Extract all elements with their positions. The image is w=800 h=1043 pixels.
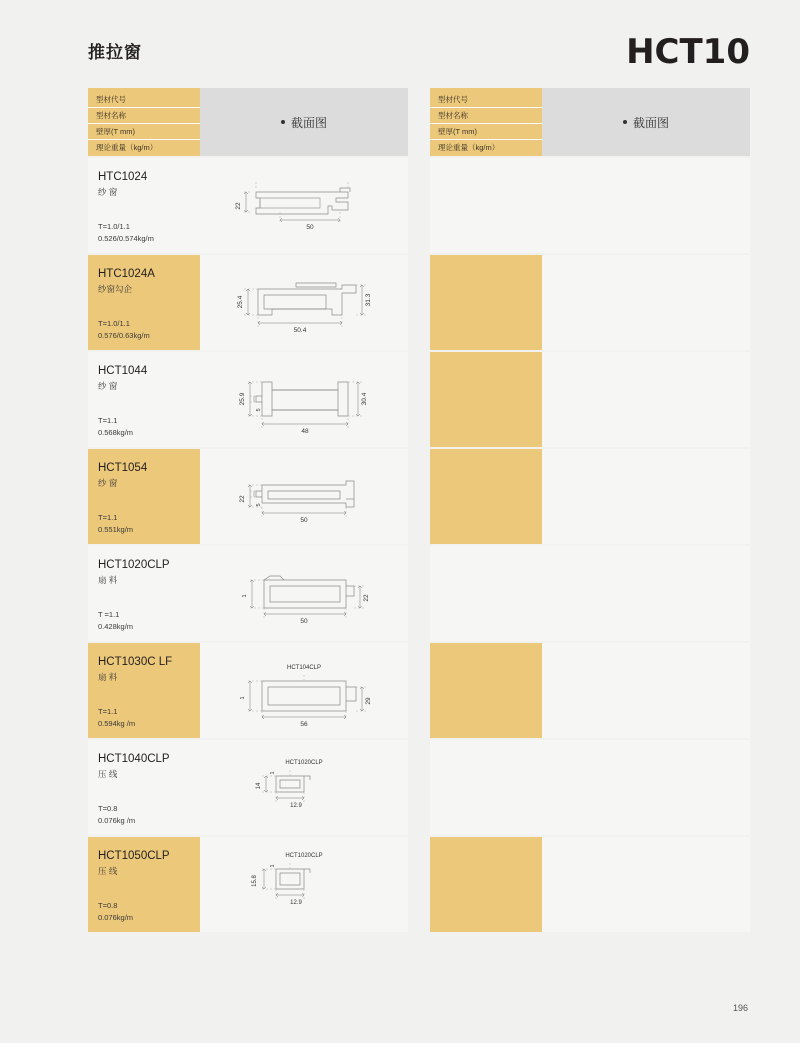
table-row <box>430 447 750 544</box>
svg-text:30.4: 30.4 <box>361 392 368 406</box>
svg-text:50: 50 <box>306 224 314 231</box>
row-name: 纱 窗 <box>98 187 118 197</box>
svg-text:14: 14 <box>256 782 262 790</box>
table-row <box>88 156 408 253</box>
row-name: 纱 窗 <box>98 478 118 488</box>
row-code: HCT1040CLP <box>98 753 170 765</box>
row-info <box>430 643 542 738</box>
row-section-drawing <box>542 449 750 544</box>
row-name: 扇 料 <box>98 672 118 682</box>
header-section-title <box>200 88 408 156</box>
row-section-drawing <box>200 449 408 544</box>
row-thickness: T=1.0/1.1 <box>98 319 130 328</box>
row-code: HCT1030C LF <box>98 656 173 668</box>
row-code: HCT1050CLP <box>98 850 170 862</box>
drawing-label: HCT1020CLP <box>285 853 323 859</box>
row-info <box>430 352 542 447</box>
row-section-drawing <box>542 643 750 738</box>
svg-text:12.9: 12.9 <box>290 900 302 906</box>
row-info <box>88 158 200 253</box>
table-row <box>430 350 750 447</box>
table-row <box>430 156 750 253</box>
row-thickness: T=0.8 <box>98 901 118 910</box>
header-label-name: 型材名称 <box>430 108 542 124</box>
table-row <box>88 253 408 350</box>
svg-text:22: 22 <box>239 495 246 503</box>
row-section-drawing <box>542 837 750 932</box>
row-section-drawing <box>200 546 408 641</box>
section-title-text: 截面图 <box>290 115 327 130</box>
svg-text:50: 50 <box>300 618 308 625</box>
svg-text:50.4: 50.4 <box>293 327 307 334</box>
row-weight: 0.551kg/m <box>98 525 134 534</box>
svg-text:25.9: 25.9 <box>239 392 246 406</box>
row-info <box>88 643 200 738</box>
svg-text:5: 5 <box>256 503 262 507</box>
drawing-label: HCT1020CLP <box>285 760 323 766</box>
row-section-drawing <box>200 352 408 447</box>
table-row <box>430 544 750 641</box>
row-info <box>88 352 200 447</box>
row-section-drawing <box>200 643 408 738</box>
row-info <box>88 546 200 641</box>
table-row <box>88 447 408 544</box>
svg-text:25.4: 25.4 <box>237 295 244 309</box>
table-row <box>88 544 408 641</box>
row-weight: 0.428kg/m <box>98 622 134 631</box>
svg-text:29: 29 <box>365 697 372 705</box>
svg-text:1: 1 <box>270 864 276 868</box>
header-label-thickness: 壁厚(T mm) <box>430 124 542 140</box>
table-row <box>88 835 408 932</box>
header-label-code: 型材代号 <box>88 92 200 108</box>
svg-text:12.9: 12.9 <box>290 803 302 809</box>
row-section-drawing <box>542 740 750 835</box>
row-info <box>430 546 542 641</box>
header-labels <box>430 88 542 156</box>
row-name: 扇 料 <box>98 575 118 585</box>
page-number: 196 <box>732 1003 748 1013</box>
row-name: 纱 窗 <box>98 381 118 391</box>
row-info <box>430 837 542 932</box>
row-info <box>88 837 200 932</box>
table-row <box>88 641 408 738</box>
row-section-drawing <box>542 546 750 641</box>
row-thickness: T=0.8 <box>98 804 118 813</box>
row-info <box>88 449 200 544</box>
row-info <box>430 740 542 835</box>
row-thickness: T=1.1 <box>98 707 118 716</box>
row-section-drawing <box>542 158 750 253</box>
row-info <box>430 449 542 544</box>
series-code: HCT10 <box>626 32 750 72</box>
row-name: 压 线 <box>98 866 118 876</box>
row-thickness: T=1.0/1.1 <box>98 222 130 231</box>
svg-text:22: 22 <box>363 594 370 602</box>
profile-table-left <box>88 88 408 932</box>
table-row <box>430 738 750 835</box>
header-label-thickness: 壁厚(T mm) <box>88 124 200 140</box>
row-weight: 0.076kg/m <box>98 913 134 922</box>
bullet-icon <box>281 120 285 124</box>
svg-text:31.3: 31.3 <box>365 293 372 307</box>
section-title-text: 截面图 <box>632 115 669 130</box>
row-name: 压 线 <box>98 769 118 779</box>
row-thickness: T =1.1 <box>98 610 120 619</box>
svg-text:5: 5 <box>256 408 262 412</box>
profile-table-right <box>430 88 750 932</box>
table-row <box>430 641 750 738</box>
row-weight: 0.594kg /m <box>98 719 136 728</box>
svg-text:48: 48 <box>301 428 309 435</box>
header-label-weight: 理论重量（kg/m） <box>96 143 158 152</box>
header-label-code: 型材代号 <box>430 92 542 108</box>
row-section-drawing <box>200 740 408 835</box>
row-thickness: T=1.1 <box>98 416 118 425</box>
table-header-right <box>430 88 750 156</box>
row-weight: 0.568kg/m <box>98 428 134 437</box>
row-thickness: T=1.1 <box>98 513 118 522</box>
bullet-icon <box>623 120 627 124</box>
table-row <box>88 738 408 835</box>
row-section-drawing <box>542 352 750 447</box>
page-title: 推拉窗 <box>88 43 142 62</box>
svg-text:22: 22 <box>235 202 242 210</box>
row-code: HTC1024 <box>98 171 148 183</box>
table-header-left <box>88 88 408 156</box>
row-code: HTC1024A <box>98 268 155 280</box>
svg-text:1: 1 <box>242 594 248 598</box>
row-weight: 0.076kg /m <box>98 816 136 825</box>
table-row <box>430 835 750 932</box>
row-section-drawing <box>542 255 750 350</box>
row-section-drawing <box>200 837 408 932</box>
svg-text:1: 1 <box>270 771 276 775</box>
row-name: 纱窗勾企 <box>98 284 133 294</box>
row-info <box>88 255 200 350</box>
svg-text:15.8: 15.8 <box>252 875 258 887</box>
header-section-title <box>542 88 750 156</box>
row-code: HCT1044 <box>98 365 148 377</box>
row-weight: 0.526/0.574kg/m <box>98 234 154 243</box>
row-weight: 0.576/0.63kg/m <box>98 331 150 340</box>
row-code: HCT1020CLP <box>98 559 170 571</box>
header-label-weight: 理论重量（kg/m） <box>438 143 500 152</box>
svg-text:1: 1 <box>240 696 246 700</box>
drawing-label: HCT104CLP <box>286 665 322 671</box>
row-section-drawing <box>200 255 408 350</box>
row-info <box>88 740 200 835</box>
table-row <box>430 253 750 350</box>
row-code: HCT1054 <box>98 462 148 474</box>
row-info <box>430 255 542 350</box>
svg-text:56: 56 <box>300 721 308 728</box>
header-label-name: 型材名称 <box>88 108 200 124</box>
header-labels <box>88 88 200 156</box>
svg-text:50: 50 <box>300 517 308 524</box>
row-info <box>430 158 542 253</box>
table-row <box>88 350 408 447</box>
row-section-drawing <box>200 158 408 253</box>
